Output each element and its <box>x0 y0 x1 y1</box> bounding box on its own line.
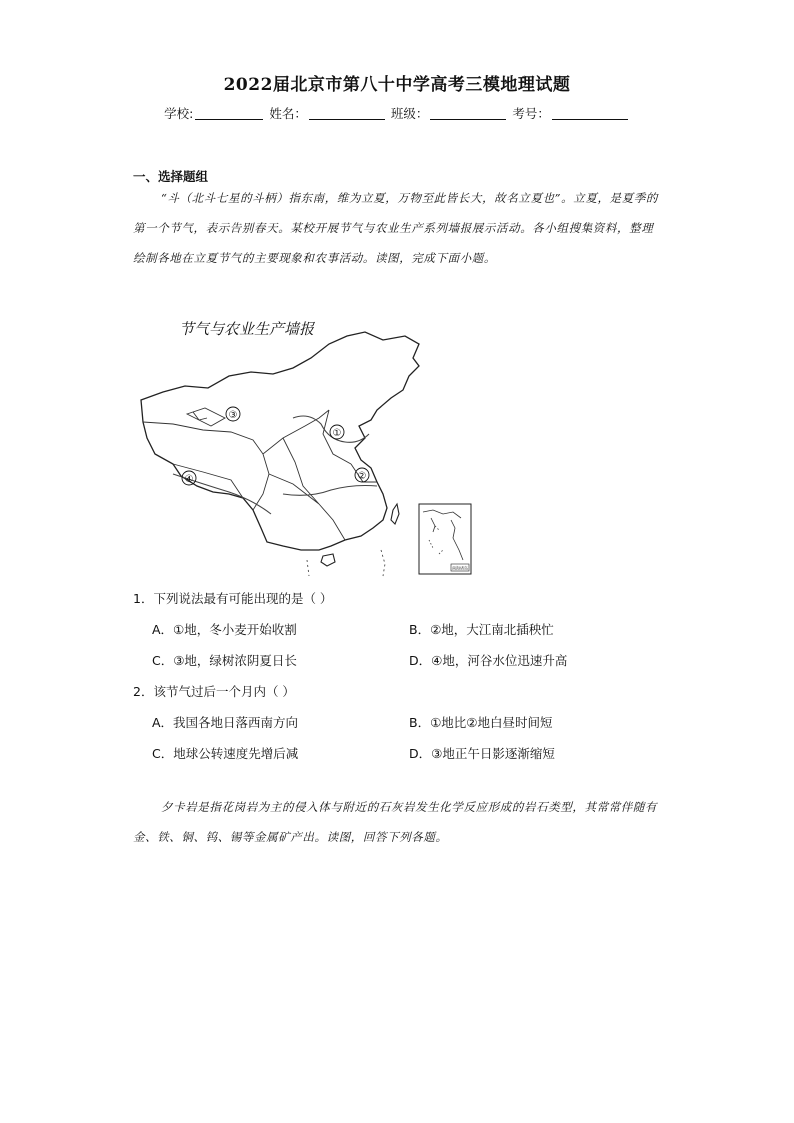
inset-label: 南海诸岛 <box>452 565 468 571</box>
school-blank[interactable] <box>195 107 263 120</box>
china-outline <box>141 332 419 550</box>
marker-2-label: ② <box>357 471 367 482</box>
class-blank[interactable] <box>430 107 506 120</box>
q1-option-a[interactable]: A．①地，冬小麦开始收割 <box>152 622 297 637</box>
q2-option-a[interactable]: A．我国各地日落西南方向 <box>152 715 299 730</box>
taiwan-island <box>391 504 399 524</box>
name-label: 姓名： <box>269 106 307 121</box>
q1-option-d[interactable]: D．④地，河谷水位迅速升高 <box>409 653 568 668</box>
id-blank[interactable] <box>552 107 628 120</box>
coastline-dashes <box>307 550 385 576</box>
question-1-stem: 1．下列说法最有可能出现的是（ ） <box>133 591 333 606</box>
question-2-stem: 2．该节气过后一个月内（ ） <box>133 684 295 699</box>
marker-3-label: ③ <box>228 410 238 421</box>
q2-option-c[interactable]: C．地球公转速度先增后减 <box>152 746 299 761</box>
page-title: 2022届北京市第八十中学高考三模地理试题 <box>223 75 571 95</box>
section-heading: 一、选择题组 <box>133 169 209 184</box>
q2-option-b[interactable]: B．①地比②地白昼时间短 <box>409 715 553 730</box>
q1-option-c[interactable]: C．③地，绿树浓阴夏日长 <box>152 653 297 668</box>
map-internal-lines <box>143 408 377 540</box>
id-label: 考号： <box>512 106 550 121</box>
passage-1: “斗（北斗七星的斗柄）指东南，维为立夏，万物至此皆长大，故名立夏也”。立夏，是夏季的第一个节气，表示告别春天。某校开展节气与农业生产系列墙报展示活动。各小组搜集资料，整理绘制各地在立夏节气的主要现象和农事活动。读图，完成下面小题。 <box>133 191 658 265</box>
school-label: 学校: <box>164 106 194 121</box>
map-marker-1 <box>330 425 344 439</box>
map-caption: 节气与农业生产墙报 <box>179 320 315 338</box>
south-china-sea-inset <box>419 504 471 574</box>
q2-option-d[interactable]: D．③地正午日影逐渐缩短 <box>409 746 555 761</box>
map-marker-2 <box>355 468 369 482</box>
passage-2: 夕卡岩是指花岗岩为主的侵入体与附近的石灰岩发生化学反应形成的岩石类型，其常常伴随有金、铁、铜、钨、锡等金属矿产出。读图，回答下列各题。 <box>133 800 658 844</box>
class-label: 班级： <box>390 106 429 121</box>
map-marker-4 <box>182 471 196 485</box>
q1-option-b[interactable]: B．②地，大江南北插秧忙 <box>409 622 554 637</box>
marker-1-label: ① <box>332 428 342 439</box>
student-info-row <box>0 104 794 122</box>
china-map-figure <box>133 314 503 578</box>
map-rivers <box>173 416 377 514</box>
hainan-island <box>321 554 335 566</box>
marker-4-label: ④ <box>184 474 194 485</box>
name-blank[interactable] <box>309 107 385 120</box>
map-marker-3 <box>226 407 240 421</box>
